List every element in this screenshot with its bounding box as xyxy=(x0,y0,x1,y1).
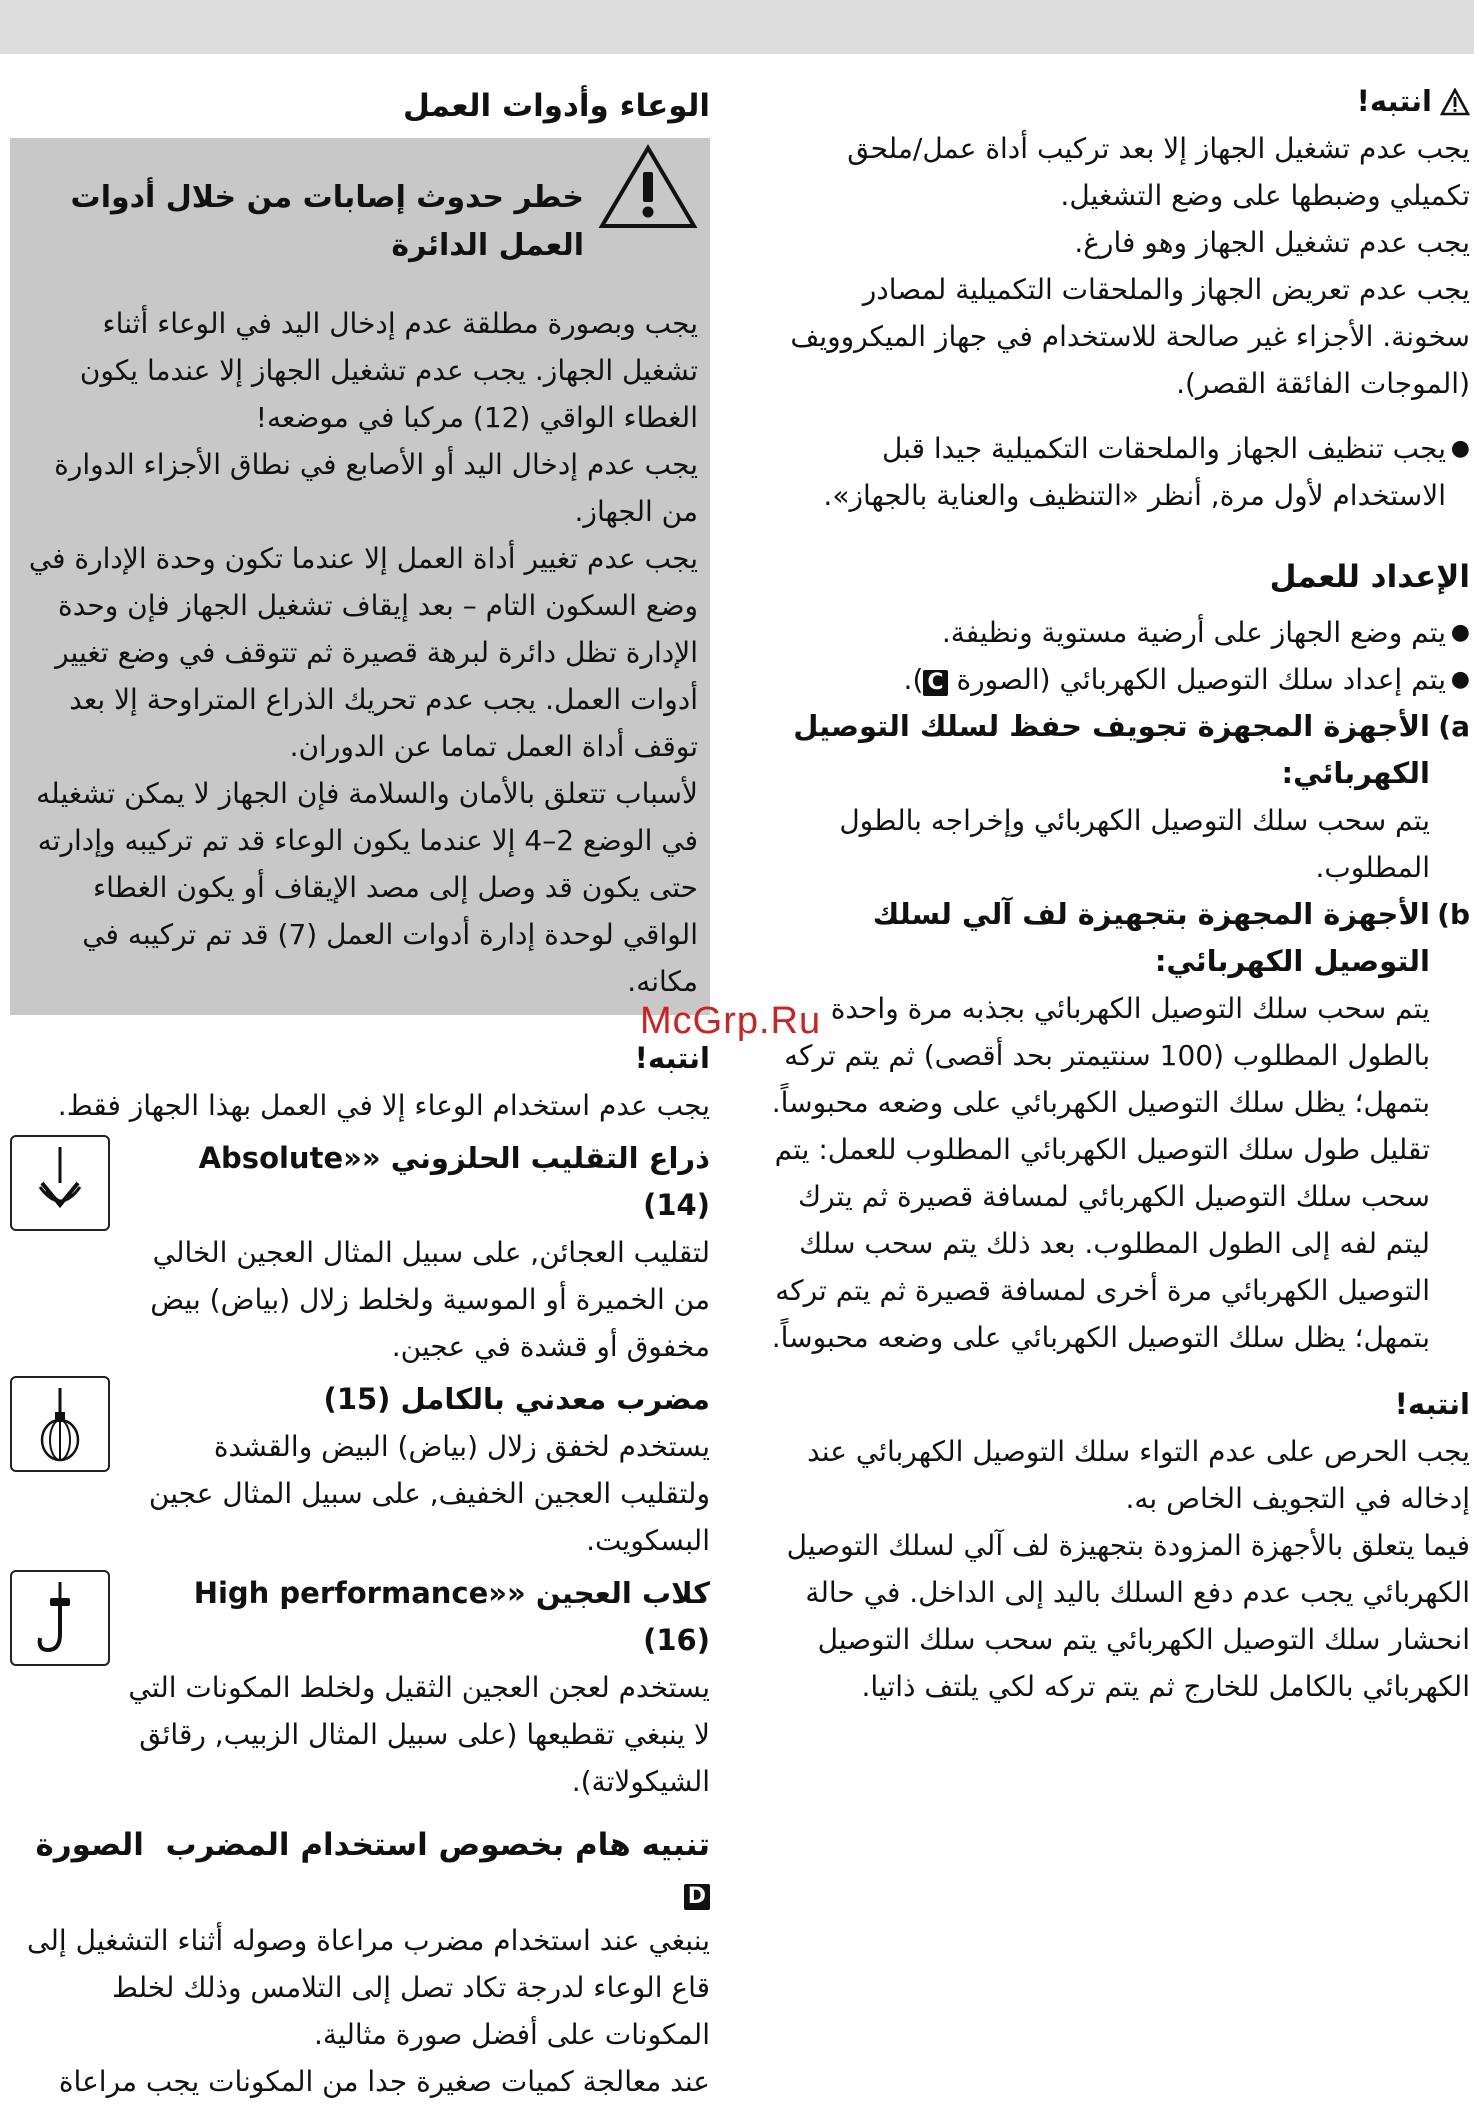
figure-d-label: D xyxy=(684,1884,710,1910)
danger-title: خطر حدوث إصابات من خلال أدوات العمل الدائرة xyxy=(70,180,584,263)
warning2-paragraph: يجب الحرص على عدم التواء سلك التوصيل الكهربائي عند إدخاله في التجويف الخاص به. xyxy=(807,1435,1470,1515)
warning-paragraph: يجب عدم تشغيل الجهاز إلا بعد تركيب أداة عمل/ملحق تكميلي وضبطها على وضع التشغيل. xyxy=(847,132,1470,212)
danger-paragraph: لأسباب تتعلق بالأمان والسلامة فإن الجهاز لا يمكن تشغيله في الوضع 2–4 إلا عندما يكون الوعاء قد تم تركيبه وإدارته حتى يكون قد وصل إلى مصد الإيقاف أو يكون الغطاء الواقي لوحدة إدارة أدوات العمل (7) قد تم تركيبه في مكانه. xyxy=(36,777,698,998)
bullet-item: ● يجب تنظيف الجهاز والملحقات التكميلية جيدا قبل الاستخدام لأول مرة, أنظر «التنظيف والعناية بالجهاز». xyxy=(823,432,1470,512)
tool-item xyxy=(10,1376,710,1564)
item-b: b) الأجهزة المجهزة بتجهيزة لف آلي لسلك التوصيل الكهربائي: يتم سحب سلك التوصيل الكهربائي بجذبه مرة واحدة بالطول المطلوب (100 سنتيمتر بحد أقصى) ثم يتم تركه بتمهل؛ يظل سلك التوصيل الكهربائي على وضعه محبوساً. تقليل طول سلك التوصيل الكهربائي المطلوب للعمل: يتم سحب سلك التوصيل الكهربائي لمسافة قصيرة ثم يترك ليتم لفه إلى الطول المطلوب. بعد ذلك يتم سحب سلك التوصيل الكهربائي مرة أخرى لمسافة قصيرة ثم يتم تركه بتمهل؛ يظل سلك التوصيل الكهربائي على وضعه محبوساً. xyxy=(771,897,1470,1354)
tool-title: ذراع التقليب الحلزوني «Absolute» (14) xyxy=(198,1141,710,1222)
header-bar xyxy=(0,0,1474,54)
bullet-item: ● يتم وضع الجهاز على أرضية مستوية ونظيفة. xyxy=(941,616,1470,649)
left-column xyxy=(10,82,710,2105)
bullet-item: ● يتم إعداد سلك التوصيل الكهربائي (الصورة C). xyxy=(903,663,1470,696)
dough-hook-icon xyxy=(10,1570,110,1666)
tool-item xyxy=(10,1570,710,1805)
danger-paragraph: يجب عدم إدخال اليد أو الأصابع في نطاق الأجزاء الدوارة من الجهاز. xyxy=(54,448,698,528)
warning-heading xyxy=(770,78,1470,125)
whisk-icon xyxy=(10,1376,110,1472)
warning-paragraph: يجب عدم تشغيل الجهاز وهو فارغ. xyxy=(1074,226,1470,259)
tool-title: مضرب معدني بالكامل (15) xyxy=(323,1382,710,1416)
warning-triangle-icon xyxy=(1440,88,1470,116)
tool-text: يستخدم لخفق زلال (بياض) البيض والقشدة ولتقليب العجين الخفيف, على سبيل المثال عجين البسكويت. xyxy=(148,1430,710,1557)
figure-c-label: C xyxy=(923,670,947,696)
setup-title: الإعداد للعمل xyxy=(1269,559,1470,595)
warning-paragraph: يجب عدم تعريض الجهاز والملحقات التكميلية لمصادر سخونة. الأجزاء غير صالحة للاستخدام في جهاز الميكروويف (الموجات الفائقة القصر). xyxy=(790,273,1470,400)
bowl-tools-title: الوعاء وأدوات العمل xyxy=(402,88,710,124)
warning2-paragraph: فيما يتعلق بالأجهزة المزودة بتجهيزة لف آلي لسلك التوصيل الكهربائي يجب عدم دفع السلك باليد إلى الداخل. في حالة انحشار سلك التوصيل الكهربائي يتم سحب سلك التوصيل الكهربائي بالكامل للخارج ثم يتم تركه لكي يلتف ذاتيا. xyxy=(786,1529,1470,1703)
important-text-cut: عند معالجة كميات صغيرة جدا من المكونات يجب مراعاة xyxy=(58,2065,710,2098)
danger-triangle-icon xyxy=(598,144,698,230)
danger-paragraph: يجب وبصورة مطلقة عدم إدخال اليد في الوعاء أثناء تشغيل الجهاز. يجب عدم تشغيل الجهاز إلا عندما يكون الغطاء الواقي (12) مركبا في موضعه! xyxy=(79,307,698,434)
right-column xyxy=(770,78,1470,1710)
note-text: يجب عدم استخدام الوعاء إلا في العمل بهذا الجهاز فقط. xyxy=(57,1089,710,1122)
watermark: McGrp.Ru xyxy=(640,1000,822,1042)
note-title: انتبه! xyxy=(634,1041,710,1075)
tool-item xyxy=(10,1135,710,1370)
tool-text: يستخدم لعجن العجين الثقيل ولخلط المكونات التي لا ينبغي تقطيعها (على سبيل المثال الزبيب, رقائق الشيكولاتة). xyxy=(128,1671,710,1798)
tool-title: كلاب العجين «High performance» (16) xyxy=(193,1576,710,1657)
danger-box xyxy=(10,138,710,1015)
spiral-kneading-hook-icon xyxy=(10,1135,110,1231)
warning2-title: انتبه! xyxy=(1394,1387,1470,1421)
important-title: تنبيه هام بخصوص استخدام المضرب الصورة D xyxy=(35,1827,710,1909)
important-text: ينبغي عند استخدام مضرب مراعاة وصوله أثناء التشغيل إلى قاع الوعاء لدرجة تكاد تصل إلى التلامس وذلك لخلط المكونات على أفضل صورة مثالية. xyxy=(27,1924,710,2051)
tool-text: لتقليب العجائن, على سبيل المثال العجين الخالي من الخميرة أو الموسية ولخلط زلال (بياض) بيض مخفوق أو قشدة في عجين. xyxy=(150,1236,710,1363)
item-a: a) الأجهزة المجهزة تجويف حفظ لسلك التوصيل الكهربائي: يتم سحب سلك التوصيل الكهربائي وإخراجه بالطول المطلوب. xyxy=(793,709,1470,884)
warning-title: انتبه! xyxy=(1356,84,1432,118)
danger-paragraph: يجب عدم تغيير أداة العمل إلا عندما تكون وحدة الإدارة في وضع السكون التام – بعد إيقاف تشغيل الجهاز فإن وحدة الإدارة تظل دائرة لبرهة قصيرة ثم تتوقف في وضع تغيير أدوات العمل. يجب عدم تحريك الذراع المتراوحة إلا بعد توقف أداة العمل تماما عن الدوران. xyxy=(28,542,698,763)
